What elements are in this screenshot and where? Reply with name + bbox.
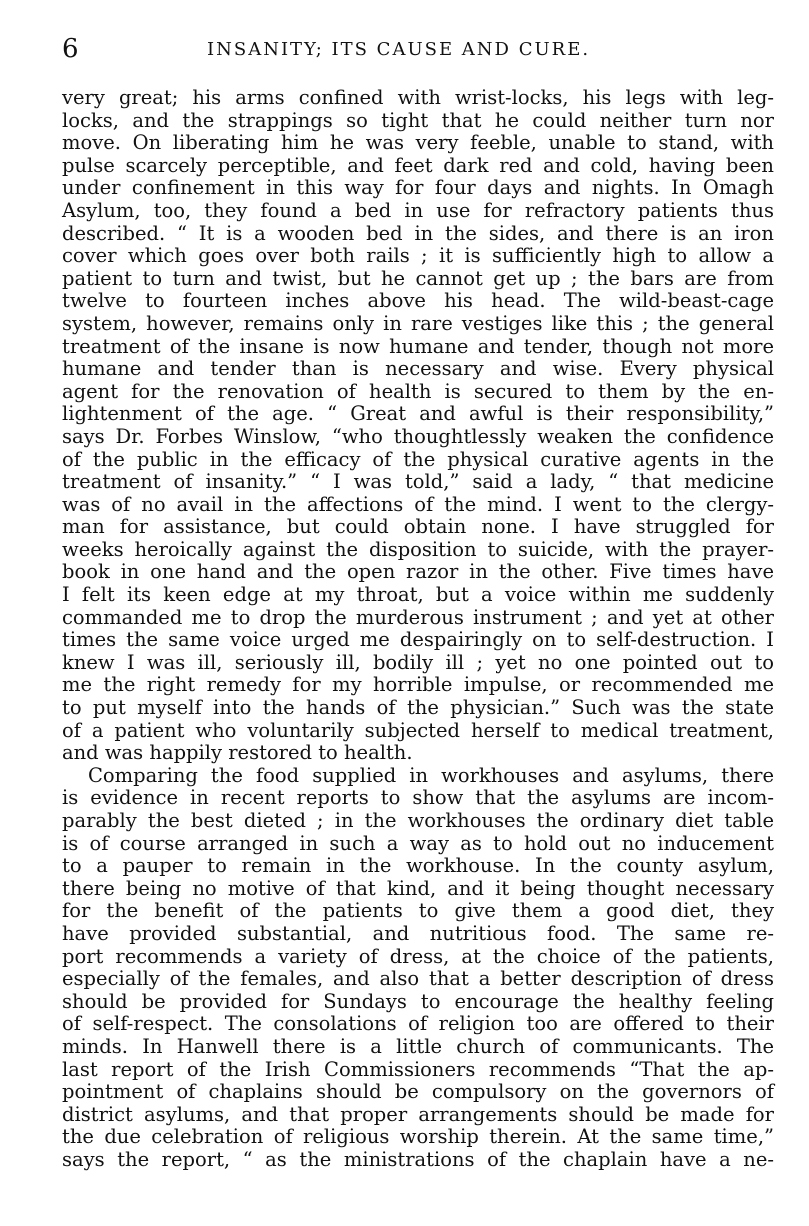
text-line: cover which goes over both rails ; it is sufficiently high to allow a — [62, 244, 774, 268]
text-line: system, however, remains only in rare vestiges like this ; the general — [62, 311, 774, 335]
page-header — [62, 32, 774, 66]
text-line: I felt its keen edge at my throat, but a voice within me suddenly — [62, 583, 774, 607]
text-line: for the benefit of the patients to give them a good diet, they — [62, 899, 774, 923]
text-line: humane and tender than is necessary and wise. Every physical — [62, 357, 774, 381]
text-line: to put myself into the hands of the physician.” Such was the state — [62, 696, 774, 720]
text-line: says the report, “ as the ministrations of the chaplain have a ne- — [62, 1147, 774, 1171]
text-line: minds. In Hanwell there is a little church of communicants. The — [62, 1034, 774, 1058]
text-line: locks, and the strappings so tight that he could neither turn nor — [62, 108, 774, 132]
text-line: was of no avail in the affections of the mind. I went to the clergy- — [62, 492, 774, 516]
text-line: says Dr. Forbes Winslow, “who thoughtlessly weaken the confidence — [62, 424, 774, 448]
text-line: district asylums, and that proper arrangements should be made for — [62, 1102, 774, 1126]
text-line: pointment of chaplains should be compulsory on the governors of — [62, 1080, 774, 1104]
text-line: is evidence in recent reports to show that the asylums are incom- — [62, 786, 774, 810]
text-line: there being no motive of that kind, and it being thought necessary — [62, 876, 774, 900]
text-line: book in one hand and the open razor in the other. Five times have — [62, 560, 774, 584]
text-line: pulse scarcely perceptible, and feet dark red and cold, having been — [62, 153, 774, 177]
running-title: INSANITY; ITS CAUSE AND CURE. — [207, 39, 591, 60]
text-line: twelve to fourteen inches above his head. The wild-beast-cage — [62, 289, 774, 313]
text-line: treatment of insanity.” “ I was told,” said a lady, “ that medicine — [62, 470, 774, 494]
body-text — [62, 87, 774, 1172]
text-line: treatment of the insane is now humane and tender, though not more — [62, 334, 774, 358]
text-line: of a patient who voluntarily subjected herself to medical treatment, — [62, 718, 774, 742]
text-line: weeks heroically against the disposition to suicide, with the prayer- — [62, 537, 774, 561]
text-line: under confinement in this way for four days and nights. In Omagh — [62, 176, 774, 200]
text-line: especially of the females, and also that a better description of dress — [62, 967, 774, 991]
text-line: port recommends a variety of dress, at the choice of the patients, — [62, 944, 774, 968]
text-line: lightenment of the age. “ Great and awful is their responsibility,” — [62, 402, 774, 426]
text-line: have provided substantial, and nutritious food. The same re- — [62, 921, 774, 945]
text-line: times the same voice urged me despairingly on to self-destruction. I — [62, 628, 774, 652]
text-line: me the right remedy for my horrible impulse, or recommended me — [62, 673, 774, 697]
text-line: move. On liberating him he was very feeble, unable to stand, with — [62, 131, 774, 155]
text-line: man for assistance, but could obtain none. I have struggled for — [62, 515, 774, 539]
page-number: 6 — [62, 34, 79, 64]
text-line: knew I was ill, seriously ill, bodily ill ; yet no one pointed out to — [62, 650, 774, 674]
text-line: last report of the Irish Commissioners recommends “That the ap- — [62, 1057, 774, 1081]
text-line: of self-respect. The consolations of religion too are offered to their — [62, 1012, 774, 1036]
text-line: the due celebration of religious worship therein. At the same time,” — [62, 1125, 774, 1149]
text-line: commanded me to drop the murderous instrument ; and yet at other — [62, 605, 774, 629]
text-line: agent for the renovation of health is secured to them by the en- — [62, 379, 774, 403]
text-line: Comparing the food supplied in workhouses and asylums, there — [88, 763, 774, 787]
text-line: is of course arranged in such a way as to hold out no inducement — [62, 831, 774, 855]
text-line: should be provided for Sundays to encourage the healthy feeling — [62, 989, 774, 1013]
text-line: described. “ It is a wooden bed in the sides, and there is an iron — [62, 221, 774, 245]
text-line: very great; his arms confined with wrist-locks, his legs with leg- — [62, 86, 774, 109]
text-line: Asylum, too, they found a bed in use for refractory patients thus — [62, 198, 774, 222]
text-line: to a pauper to remain in the workhouse. In the county asylum, — [62, 854, 774, 878]
text-line: of the public in the efficacy of the physical curative agents in the — [62, 447, 774, 471]
text-line: parably the best dieted ; in the workhouses the ordinary diet table — [62, 809, 774, 832]
text-line: patient to turn and twist, but he cannot get up ; the bars are from — [62, 266, 774, 290]
text-line: and was happily restored to health. — [62, 741, 413, 765]
